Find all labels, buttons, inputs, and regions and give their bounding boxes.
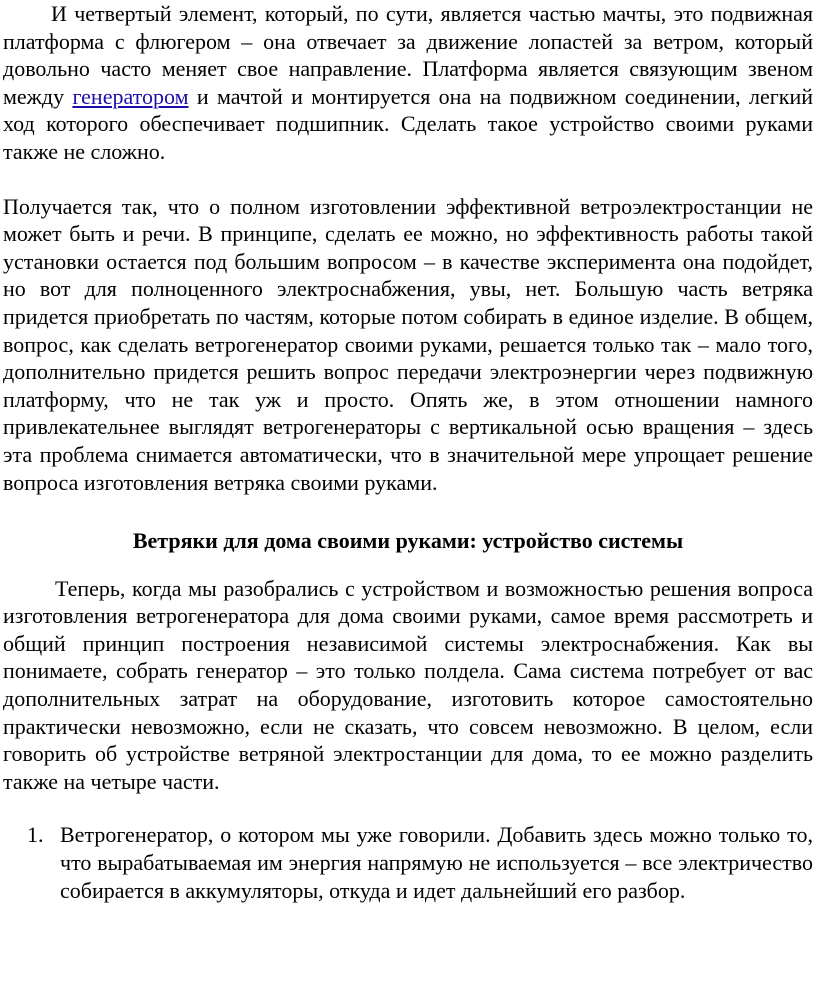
paragraph-efficiency: Получается так, что о полном изготовлении эффективной ветроэлектростанции не может быть и речи. В принципе, сделать ее можно, но эффективность работы такой установки остается под большим вопросом – в качестве эксперимента она подойдет, но вот для полноценного электроснабжения, увы, нет. Большую часть ветряка придется приобретать по частям, которые потом собирать в единое изделие. В общем, вопрос, как сделать ветрогенератор своими руками, решается только так – мало того, дополнительно придется решить вопрос передачи электроэнергии через подвижную платформу, что не так уж и просто. Опять же, в этом отношении намного привлекательнее выглядят ветрогенераторы с вертикальной осью вращения – здесь эта проблема снимается автоматически, что в значительной мере упрощает решение вопроса изготовления ветряка своими руками. [3, 193, 813, 495]
paragraph-platform [3, 0, 813, 166]
paragraph-system: Теперь, когда мы разобрались с устройством и возможностью решения вопроса изготовления ветрогенератора для дома своими руками, самое время рассмотреть и общий принцип построения независимой системы электроснабжения. Как вы понимаете, собрать генератор – это только полдела. Сама система потребует от вас дополнительных затрат на оборудование, изготовить которое самостоятельно практически невозможно, если не сказать, что совсем невозможно. В целом, если говорить об устройстве ветряной электростанции для дома, то ее можно разделить также на четыре части. [3, 575, 813, 794]
list-item-text: Ветрогенератор, о котором мы уже говорили. Добавить здесь можно только то, что вырабатываемая им энергия напрямую не используется – все электричество собирается в аккумуляторы, откуда и идет дальнейший его разбор. [60, 822, 813, 903]
list-item-number: 1. [27, 822, 44, 848]
section-heading: Ветряки для дома своими руками: устройство системы [132, 528, 684, 554]
system-parts-list [3, 821, 813, 904]
generator-link[interactable]: генератором [72, 83, 189, 109]
document-page [3, 0, 813, 904]
paragraph-platform-text-start: И четвертый элемент, который, по сути, является частью мачты, это подвижная платформа с флюгером – она отвечает за движение лопастей за ветром, который довольно часто меняет свое направление. Платформа является связующим звеном между [3, 1, 813, 109]
list-item [3, 821, 813, 904]
paragraph-platform-text-end: и мачтой и монтируется она на подвижном соединении, легкий ход которого обеспечивает подшипник. Сделать такое устройство своими руками также не сложно. [3, 83, 813, 164]
